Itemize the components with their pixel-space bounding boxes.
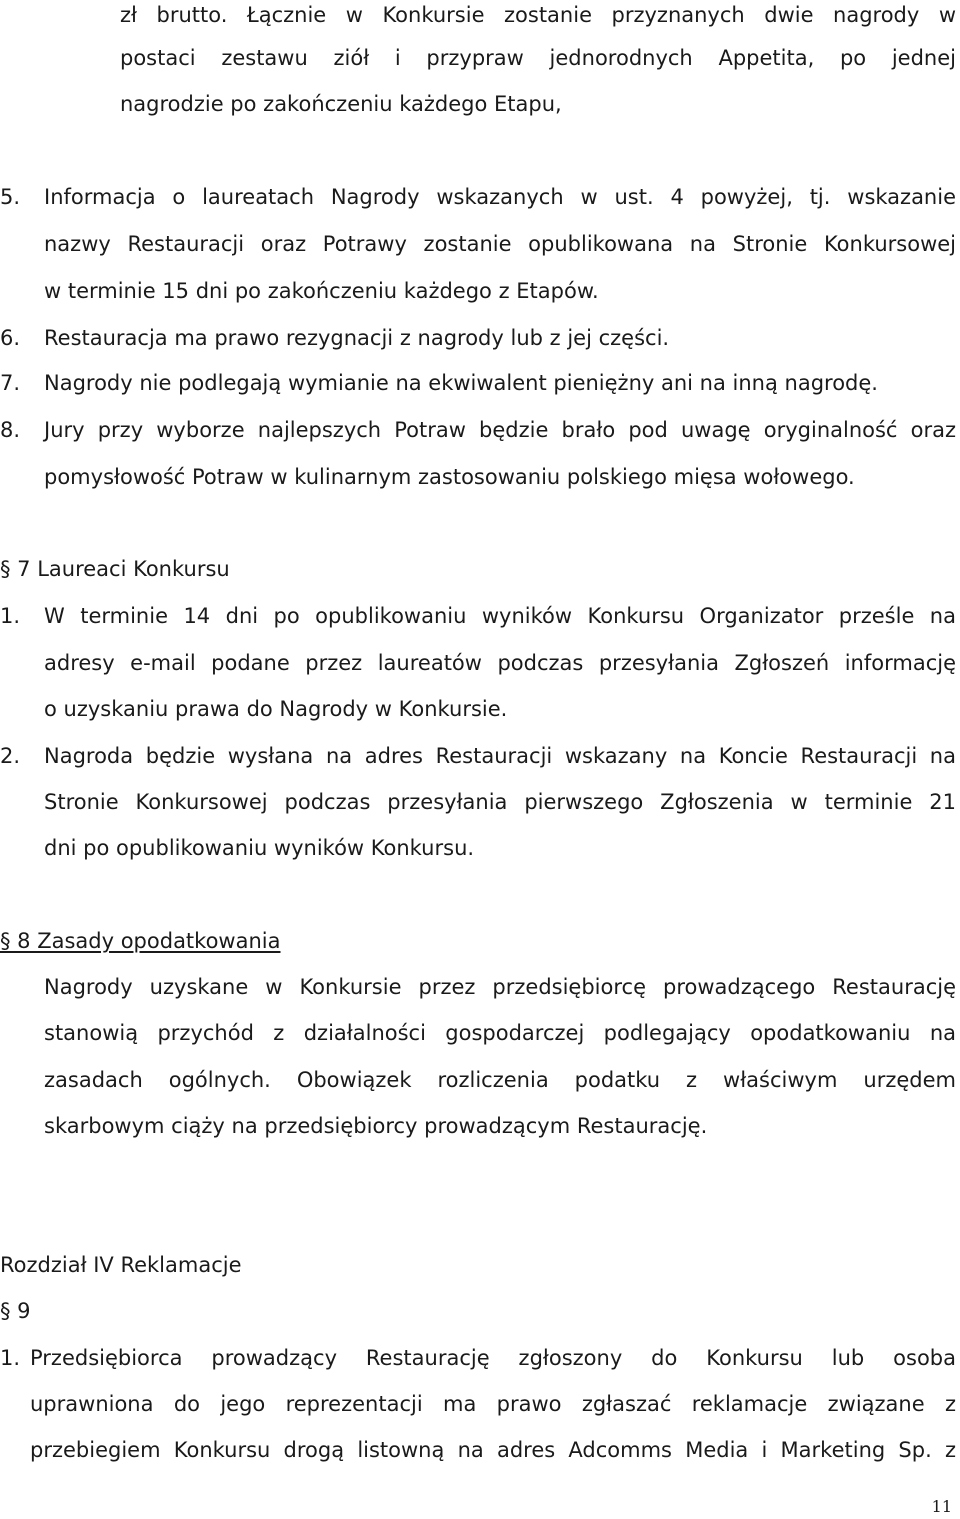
text-line: stanowią przychód z działalności gospodarczej podlegający opodatkowaniu na — [44, 1021, 956, 1045]
chapter-heading: Rozdział IV Reklamacje — [0, 1253, 242, 1277]
text-line: uprawniona do jego reprezentacji ma prawo zgłaszać reklamacje związane z — [30, 1392, 956, 1416]
section-heading: § 7 Laureaci Konkursu — [0, 557, 230, 581]
list-item-number: 5. — [0, 185, 21, 209]
text-line: W terminie 14 dni po opublikowaniu wyników Konkursu Organizator prześle na — [44, 604, 956, 628]
list-item-number: 6. — [0, 326, 21, 350]
list-item-number: 7. — [0, 371, 21, 395]
text-line: skarbowym ciąży na przedsiębiorcy prowadzącym Restaurację. — [44, 1114, 708, 1138]
text-line: o uzyskaniu prawa do Nagrody w Konkursie. — [44, 697, 508, 721]
text-line: przebiegiem Konkursu drogą listowną na adres Adcomms Media i Marketing Sp. z — [30, 1438, 956, 1462]
text-line: Jury przy wyborze najlepszych Potraw będzie brało pod uwagę oryginalność oraz — [44, 418, 956, 442]
text-line: zasadach ogólnych. Obowiązek rozliczenia podatku z właściwym urzędem — [44, 1068, 956, 1092]
list-item-number: 1. — [0, 1346, 21, 1370]
text-line: Przedsiębiorca prowadzący Restaurację zgłoszony do Konkursu lub osoba — [30, 1346, 956, 1370]
text-line: pomysłowość Potraw w kulinarnym zastosowaniu polskiego mięsa wołowego. — [44, 465, 855, 489]
text-line: w terminie 15 dni po zakończeniu każdego z Etapów. — [44, 279, 599, 303]
list-item-number: 8. — [0, 418, 21, 442]
text-line: zł brutto. Łącznie w Konkursie zostanie przyznanych dwie nagrody w — [120, 3, 956, 27]
text-line: Restauracja ma prawo rezygnacji z nagrody lub z jej części. — [44, 326, 670, 350]
page-number: 11 — [931, 1497, 952, 1516]
section-heading: § 8 Zasady opodatkowania — [0, 929, 281, 953]
text-line: Nagroda będzie wysłana na adres Restauracji wskazany na Koncie Restauracji na — [44, 744, 956, 768]
text-line: postaci zestawu ziół i przypraw jednorodnych Appetita, po jednej — [120, 46, 956, 70]
text-line: Informacja o laureatach Nagrody wskazanych w ust. 4 powyżej, tj. wskazanie — [44, 185, 956, 209]
list-item-number: 1. — [0, 604, 21, 628]
section-heading: § 9 — [0, 1299, 31, 1323]
text-line: nagrodzie po zakończeniu każdego Etapu, — [120, 92, 562, 116]
text-line: adresy e-mail podane przez laureatów podczas przesyłania Zgłoszeń informację — [44, 651, 956, 675]
list-item-number: 2. — [0, 744, 21, 768]
text-line: dni po opublikowaniu wyników Konkursu. — [44, 836, 475, 860]
text-line: Stronie Konkursowej podczas przesyłania pierwszego Zgłoszenia w terminie 21 — [44, 790, 956, 814]
text-line: Nagrody uzyskane w Konkursie przez przedsiębiorcę prowadzącego Restaurację — [44, 975, 956, 999]
text-line: nazwy Restauracji oraz Potrawy zostanie opublikowana na Stronie Konkursowej — [44, 232, 956, 256]
text-line: Nagrody nie podlegają wymianie na ekwiwalent pieniężny ani na inną nagrodę. — [44, 371, 878, 395]
